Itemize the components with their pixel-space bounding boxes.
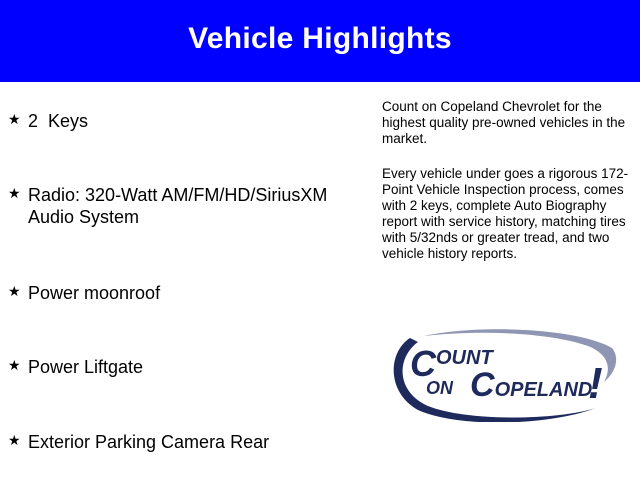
inspection-info-paragraph: Every vehicle under goes a rigorous 172-Point Vehicle Inspection process, comes with 2 keys, complete Auto Biography report with service history, matching tires with 5/32nds or greater tread, and two vehicle history reports. — [382, 166, 629, 261]
logo-exclamation: ! — [588, 359, 603, 408]
star-icon: ★ — [8, 357, 21, 373]
star-icon: ★ — [8, 432, 21, 448]
highlight-item — [8, 282, 358, 304]
highlight-item — [8, 184, 358, 228]
star-icon: ★ — [8, 283, 21, 299]
header-bar — [0, 0, 640, 82]
highlight-item — [8, 356, 358, 378]
highlight-text: Exterior Parking Camera Rear — [28, 432, 270, 452]
highlight-text: 2 Keys — [28, 111, 89, 131]
star-icon: ★ — [8, 185, 21, 201]
logo-opeland: OPELAND — [494, 379, 593, 401]
logo-on: ON — [426, 378, 453, 398]
highlight-text: Power Liftgate — [28, 357, 144, 377]
highlight-text: Radio: 320-Watt AM/FM/HD/SiriusXM Audio System — [28, 185, 328, 227]
page-title: Vehicle Highlights — [188, 22, 452, 55]
star-icon: ★ — [8, 111, 21, 127]
logo-c2-big: C — [470, 366, 495, 404]
highlight-item — [8, 431, 358, 453]
logo-c-big: C — [410, 343, 436, 384]
highlight-text: Power moonroof — [28, 283, 161, 303]
dealer-info-paragraph: Count on Copeland Chevrolet for the highest quality pre-owned vehicles in the market. — [382, 99, 626, 146]
count-on-copeland-logo — [388, 328, 620, 422]
svg-text:COPELAND — [470, 366, 592, 404]
logo-ount: OUNT — [436, 347, 493, 369]
highlight-item — [8, 110, 358, 132]
